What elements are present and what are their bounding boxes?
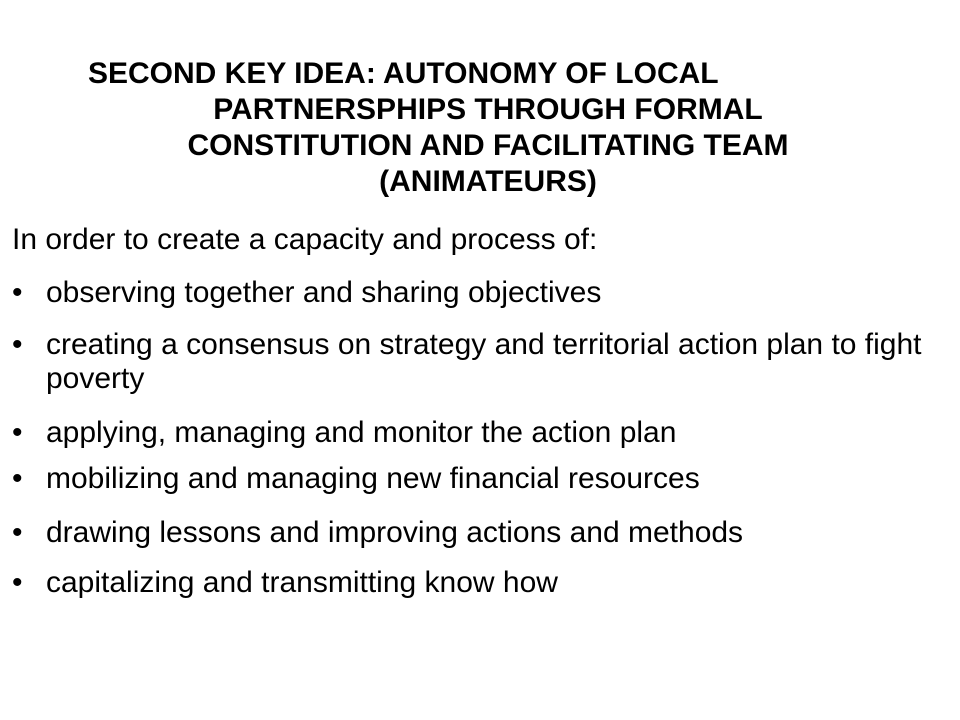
bullet-text: drawing lessons and improving actions and methods: [46, 516, 744, 549]
intro-text: In order to create a capacity and process of:: [12, 223, 598, 256]
bullet-item: [12, 566, 942, 600]
bullet-text: mobilizing and managing new financial resources: [46, 462, 700, 495]
bullet-text: capitalizing and transmitting know how: [46, 566, 558, 599]
bullet-icon: •: [12, 566, 23, 599]
bullet-icon: •: [12, 416, 23, 449]
bullet-item: [12, 276, 942, 310]
title-line: (ANIMATEURS): [379, 165, 597, 198]
bullet-item: [12, 416, 942, 450]
bullet-icon: •: [12, 462, 23, 495]
title-line: CONSTITUTION AND FACILITATING TEAM: [187, 129, 789, 162]
bullet-icon: •: [12, 328, 23, 361]
bullet-text: creating a consensus on strategy and territorial action plan to fight poverty: [46, 328, 922, 395]
title-line: SECOND KEY IDEA: AUTONOMY OF LOCAL: [88, 57, 719, 90]
bullet-text: applying, managing and monitor the action plan: [46, 416, 677, 449]
bullet-icon: •: [12, 516, 23, 549]
title-line: PARTNERSPHIPS THROUGH FORMAL: [213, 93, 763, 126]
bullet-icon: •: [12, 276, 23, 309]
bullet-item: [12, 462, 942, 496]
bullet-item: [12, 328, 942, 396]
bullet-item: [12, 516, 942, 550]
bullet-text: observing together and sharing objectives: [46, 276, 602, 309]
